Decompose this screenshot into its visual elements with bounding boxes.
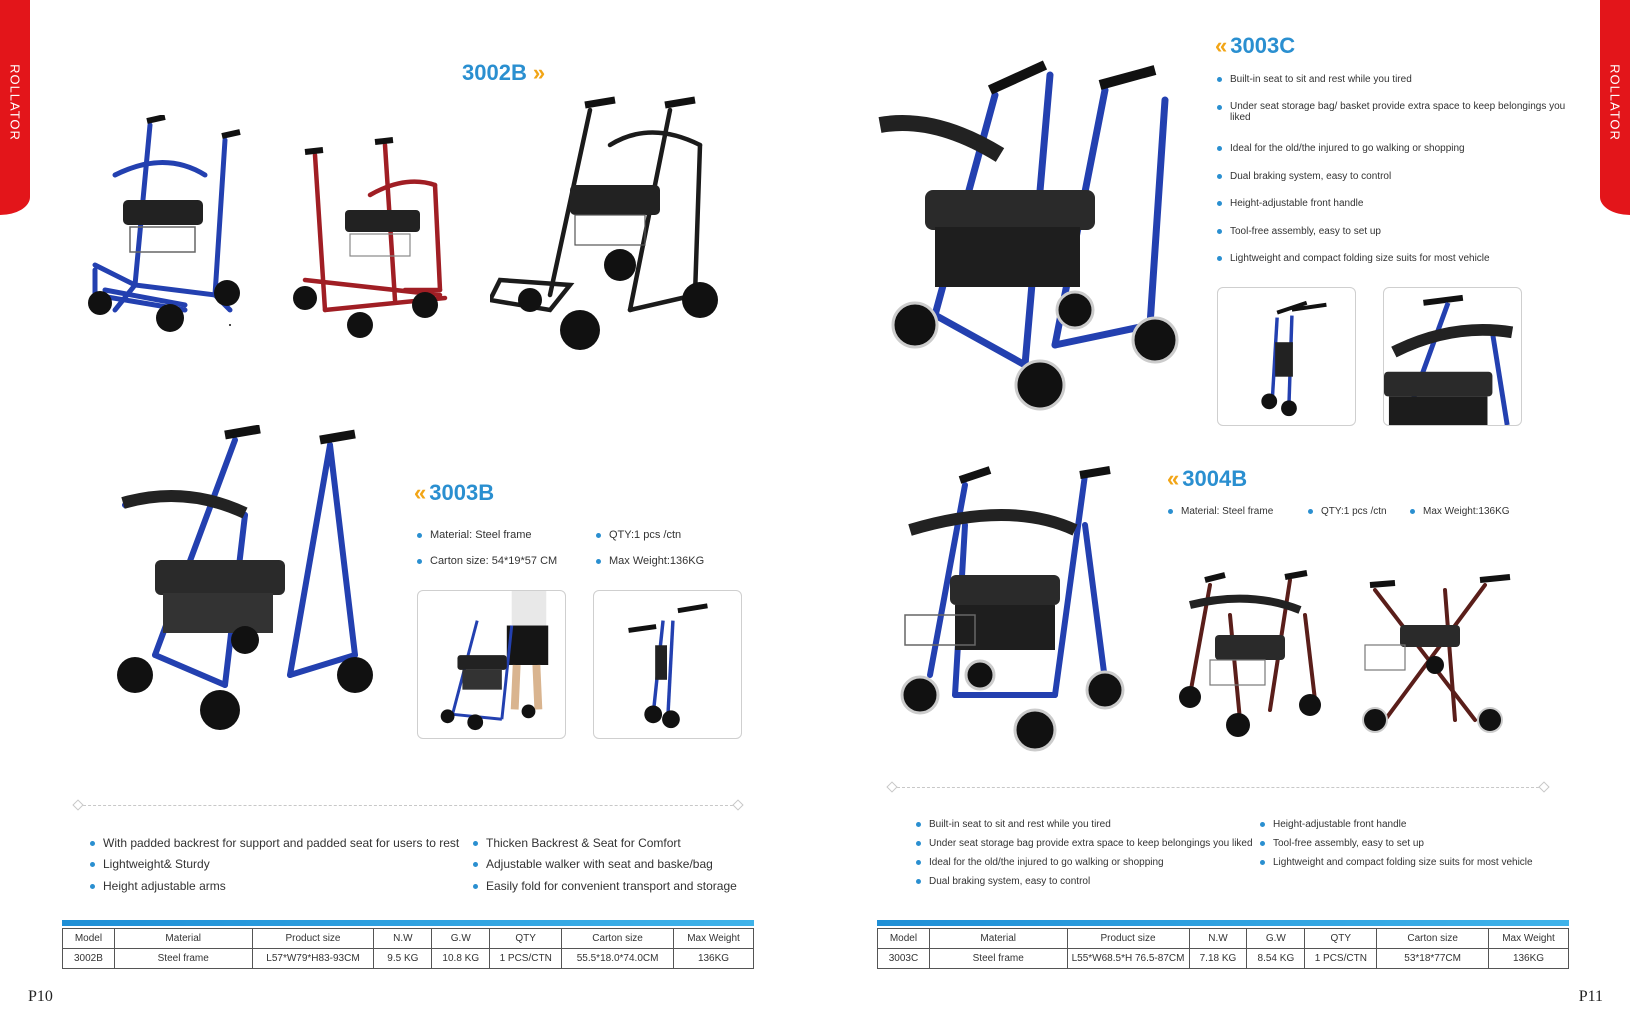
table-cell: 8.54 KG bbox=[1247, 949, 1305, 969]
table-header: Model bbox=[878, 929, 930, 949]
blue-rollator-photo bbox=[75, 115, 255, 355]
bullet-icon bbox=[596, 533, 601, 538]
table-cell: 136KG bbox=[674, 949, 754, 969]
table-cell: 53*18*77CM bbox=[1377, 949, 1489, 969]
spec-item: Max Weight:136KG bbox=[596, 555, 704, 567]
bullet-icon bbox=[1308, 509, 1313, 514]
divider-diamond-icon bbox=[72, 799, 83, 810]
divider-diamond-icon bbox=[732, 799, 743, 810]
table-header: Max Weight bbox=[1489, 929, 1569, 949]
table-header: Model bbox=[63, 929, 115, 949]
section-divider bbox=[78, 805, 738, 806]
red-folded-rollator-photo bbox=[1345, 570, 1525, 745]
page-number: P10 bbox=[28, 988, 53, 1005]
spec-item: Material: Steel frame bbox=[417, 529, 531, 541]
bullet-icon bbox=[1217, 146, 1222, 151]
bullet-icon bbox=[1260, 841, 1265, 846]
chevron-left-icon: « bbox=[1167, 466, 1177, 491]
table-row bbox=[63, 949, 754, 969]
spec-item: QTY:1 pcs /ctn bbox=[596, 529, 681, 541]
model-name: 3002B bbox=[462, 60, 527, 85]
table-header: Material bbox=[114, 929, 252, 949]
bullet-icon bbox=[1217, 201, 1222, 206]
divider-diamond-icon bbox=[886, 781, 897, 792]
side-tab-label: ROLLATOR bbox=[1607, 64, 1623, 141]
person-with-rollator-photo bbox=[417, 590, 566, 739]
table-row bbox=[878, 949, 1569, 969]
feature-item: With padded backrest for support and padded seat for users to rest bbox=[90, 836, 459, 850]
feature-item: Built-in seat to sit and rest while you tired bbox=[1217, 74, 1412, 85]
model-title-3003b bbox=[414, 480, 494, 506]
bullet-icon bbox=[473, 841, 478, 846]
model-name: 3003B bbox=[429, 480, 495, 505]
bullet-icon bbox=[916, 841, 921, 846]
spec-item: Max Weight:136KG bbox=[1410, 506, 1510, 517]
table-cell: 3003C bbox=[878, 949, 930, 969]
feature-item: Height-adjustable front handle bbox=[1260, 819, 1406, 830]
blue-rollator-photo-3003c bbox=[875, 55, 1195, 415]
bullet-icon bbox=[596, 559, 601, 564]
bullet-icon bbox=[90, 884, 95, 889]
table-cell: Steel frame bbox=[114, 949, 252, 969]
feature-item: Thicken Backrest & Seat for Comfort bbox=[473, 836, 681, 850]
bullet-icon bbox=[1260, 822, 1265, 827]
table-cell: 1 PCS/CTN bbox=[1305, 949, 1377, 969]
rollator-side-tab bbox=[0, 0, 30, 215]
table-cell: Steel frame bbox=[929, 949, 1067, 969]
model-title-3004b bbox=[1167, 466, 1247, 492]
bullet-icon bbox=[90, 862, 95, 867]
rollator-side-tab bbox=[1600, 0, 1630, 215]
bullet-icon bbox=[90, 841, 95, 846]
right-page bbox=[815, 0, 1630, 1024]
table-cell: 10.8 KG bbox=[432, 949, 490, 969]
table-header: Max Weight bbox=[674, 929, 754, 949]
table-cell: 55.5*18.0*74.0CM bbox=[562, 949, 674, 969]
divider-diamond-icon bbox=[1538, 781, 1549, 792]
bullet-icon bbox=[1217, 77, 1222, 82]
feature-item: Tool-free assembly, easy to set up bbox=[1217, 226, 1381, 237]
side-tab-label: ROLLATOR bbox=[7, 64, 23, 141]
page-number: P11 bbox=[1578, 988, 1603, 1005]
table-accent-bar bbox=[62, 920, 754, 926]
feature-item: Ideal for the old/the injured to go walking or shopping bbox=[1217, 143, 1465, 154]
feature-item: Dual braking system, easy to control bbox=[916, 876, 1090, 887]
chevron-right-icon: » bbox=[532, 60, 543, 85]
bullet-icon bbox=[916, 879, 921, 884]
spec-item: Carton size: 54*19*57 CM bbox=[417, 555, 557, 567]
table-header: Carton size bbox=[562, 929, 674, 949]
feature-item: Height-adjustable front handle bbox=[1217, 198, 1363, 209]
feature-item: Ideal for the old/the injured to go walking or shopping bbox=[916, 857, 1164, 868]
model-name: 3004B bbox=[1182, 466, 1248, 491]
bullet-icon bbox=[1217, 256, 1222, 261]
table-header-row bbox=[63, 929, 754, 949]
seat-closeup-photo bbox=[1383, 287, 1522, 426]
feature-item: Tool-free assembly, easy to set up bbox=[1260, 838, 1424, 849]
red-rollator-photo bbox=[285, 130, 465, 355]
feature-item: Height adjustable arms bbox=[90, 879, 226, 893]
bullet-icon bbox=[473, 862, 478, 867]
feature-item: Lightweight and compact folding size suits for most vehicle bbox=[1260, 857, 1533, 868]
table-header: G.W bbox=[1247, 929, 1305, 949]
spec-item: QTY:1 pcs /ctn bbox=[1308, 506, 1387, 517]
bullet-icon bbox=[417, 533, 422, 538]
model-title-3003c bbox=[1215, 33, 1295, 59]
model-name: 3003C bbox=[1230, 33, 1296, 58]
table-cell: 3002B bbox=[63, 949, 115, 969]
bullet-icon bbox=[1217, 105, 1222, 110]
table-header-row bbox=[878, 929, 1569, 949]
table-header: QTY bbox=[1305, 929, 1377, 949]
blue-rollator-photo-3004b bbox=[900, 465, 1140, 760]
table-header: Product size bbox=[1067, 929, 1189, 949]
section-divider bbox=[892, 787, 1544, 788]
bullet-icon bbox=[916, 822, 921, 827]
black-rollator-photo bbox=[490, 95, 730, 360]
table-header: N.W bbox=[1189, 929, 1247, 949]
spec-item: Material: Steel frame bbox=[1168, 506, 1273, 517]
table-header: G.W bbox=[432, 929, 490, 949]
blue-rollator-photo-3003b bbox=[115, 425, 375, 745]
feature-item: Dual braking system, easy to control bbox=[1217, 171, 1391, 182]
bullet-icon bbox=[1410, 509, 1415, 514]
spec-table-left bbox=[62, 928, 754, 969]
spec-table-right bbox=[877, 928, 1569, 969]
feature-item: Lightweight and compact folding size suits for most vehicle bbox=[1217, 253, 1490, 264]
table-accent-bar bbox=[877, 920, 1569, 926]
table-header: N.W bbox=[374, 929, 432, 949]
bullet-icon bbox=[1217, 229, 1222, 234]
bullet-icon bbox=[1260, 860, 1265, 865]
bullet-icon bbox=[916, 860, 921, 865]
bullet-icon bbox=[473, 884, 478, 889]
table-header: Carton size bbox=[1377, 929, 1489, 949]
table-header: Product size bbox=[252, 929, 374, 949]
feature-item: Adjustable walker with seat and baske/bag bbox=[473, 857, 713, 871]
bullet-icon bbox=[1168, 509, 1173, 514]
feature-item: Lightweight& Sturdy bbox=[90, 857, 210, 871]
bullet-icon bbox=[417, 559, 422, 564]
table-header: QTY bbox=[490, 929, 562, 949]
feature-item: Under seat storage bag provide extra space to keep belongings you liked bbox=[916, 838, 1253, 849]
folded-rollator-photo bbox=[1217, 287, 1356, 426]
feature-item: Under seat storage bag/ basket provide extra space to keep belongings you liked bbox=[1217, 101, 1577, 123]
table-header: Material bbox=[929, 929, 1067, 949]
bullet-icon bbox=[1217, 174, 1222, 179]
feature-item: Easily fold for convenient transport and storage bbox=[473, 879, 737, 893]
red-rollator-photo-3004b bbox=[1170, 565, 1335, 745]
table-cell: 136KG bbox=[1489, 949, 1569, 969]
table-cell: 1 PCS/CTN bbox=[490, 949, 562, 969]
folded-rollator-photo bbox=[593, 590, 742, 739]
table-cell: 9.5 KG bbox=[374, 949, 432, 969]
model-title-3002b bbox=[462, 60, 542, 86]
table-cell: 7.18 KG bbox=[1189, 949, 1247, 969]
chevron-left-icon: « bbox=[1215, 33, 1225, 58]
chevron-left-icon: « bbox=[414, 480, 424, 505]
table-cell: L57*W79*H83-93CM bbox=[252, 949, 374, 969]
table-cell: L55*W68.5*H 76.5-87CM bbox=[1067, 949, 1189, 969]
feature-item: Built-in seat to sit and rest while you tired bbox=[916, 819, 1111, 830]
